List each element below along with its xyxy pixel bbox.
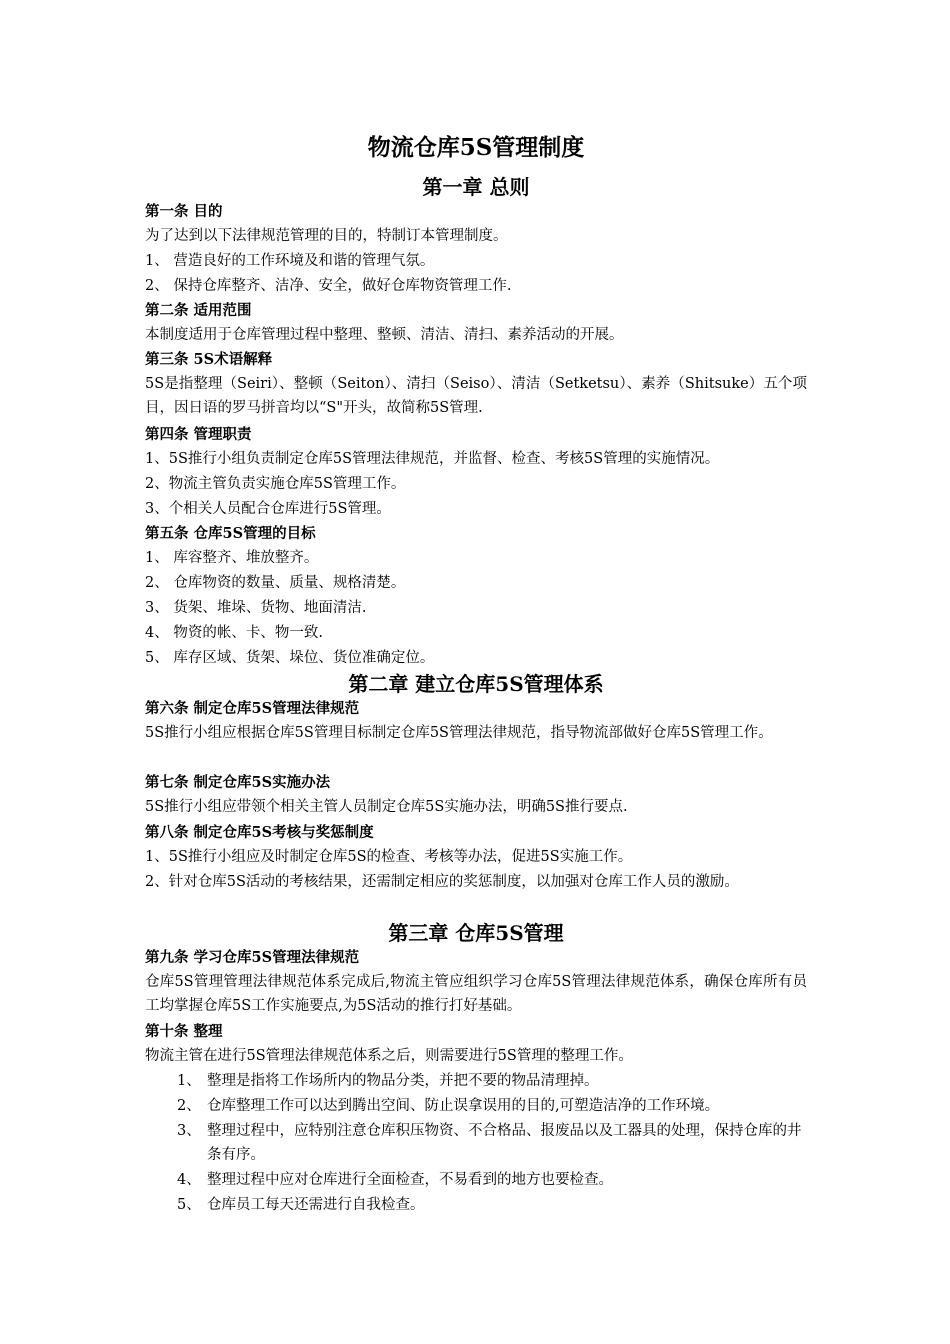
article-9-heading: 第九条 学习仓库5S管理法律规范 bbox=[145, 949, 360, 966]
article-10-paragraph: 物流主管在进行5S管理法律规范体系之后，则需要进行5S管理的整理工作。 bbox=[145, 1048, 633, 1064]
list-item-text: 仓库员工每天还需进行自我检查。 bbox=[207, 1197, 425, 1213]
article-1-paragraph: 为了达到以下法律规范管理的目的，特制订本管理制度。 bbox=[145, 228, 508, 244]
article-3-paragraph: 5S是指整理（Seiri）、整顿（Seiton）、清扫（Seiso）、清洁（Setketsu）、素养（Shitsuke）五个项目，因日语的罗马拼音均以“S"开头，故简称5S管理. bbox=[145, 376, 807, 416]
article-4-heading: 第四条 管理职责 bbox=[145, 426, 252, 443]
chapter-3-heading: 第三章 仓库5S管理 bbox=[388, 921, 564, 945]
article-10-heading: 第十条 整理 bbox=[145, 1023, 223, 1040]
article-7-paragraph: 5S推行小组应带领个相关主管人员制定仓库5S实施办法，明确5S推行要点. bbox=[145, 799, 628, 815]
article-4-item-2: 2、物流主管负责实施仓库5S管理工作。 bbox=[145, 476, 406, 492]
list-item-number: 3、 bbox=[177, 1123, 201, 1139]
list-item-text: 整理过程中，应特别注意仓库积压物资、不合格品、报废品以及工器具的处理，保持仓库的井条有序。 bbox=[207, 1123, 802, 1163]
chapter-1-heading: 第一章 总则 bbox=[422, 175, 530, 199]
list-item-text: 整理是指将工作场所内的物品分类，并把不要的物品清理掉。 bbox=[207, 1073, 599, 1089]
article-8-item-2: 2、针对仓库5S活动的考核结果，还需制定相应的奖惩制度，以加强对仓库工作人员的激励。 bbox=[145, 874, 739, 890]
article-6-heading: 第六条 制定仓库5S管理法律规范 bbox=[145, 700, 360, 717]
document-title: 物流仓库5S管理制度 bbox=[367, 134, 585, 161]
article-3-heading: 第三条 5S术语解释 bbox=[145, 351, 273, 368]
list-item-number: 4、 bbox=[177, 1172, 201, 1188]
article-5-item-2: 2、 仓库物资的数量、质量、规格清楚。 bbox=[145, 575, 406, 591]
article-2-paragraph: 本制度适用于仓库管理过程中整理、整顿、清洁、清扫、素养活动的开展。 bbox=[145, 327, 624, 343]
list-item bbox=[177, 1168, 807, 1192]
list-item-number: 1、 bbox=[177, 1073, 201, 1089]
list-item-number: 2、 bbox=[177, 1098, 201, 1114]
list-item bbox=[177, 1094, 807, 1118]
article-4-item-3: 3、个相关人员配合仓库进行5S管理。 bbox=[145, 501, 391, 517]
list-item-number: 5、 bbox=[177, 1197, 201, 1213]
list-item bbox=[177, 1193, 807, 1217]
article-1-heading: 第一条 目的 bbox=[145, 203, 223, 220]
article-6-paragraph: 5S推行小组应根据仓库5S管理目标制定仓库5S管理法律规范，指导物流部做好仓库5S管理工作。 bbox=[145, 725, 773, 741]
article-9-paragraph: 仓库5S管理管理法律规范体系完成后,物流主管应组织学习仓库5S管理法律规范体系，确保仓库所有员工均掌握仓库5S工作实施要点,为5S活动的推行打好基础。 bbox=[145, 974, 807, 1014]
article-2-heading: 第二条 适用范围 bbox=[145, 302, 252, 319]
article-5-item-1: 1、 库容整齐、堆放整齐。 bbox=[145, 550, 319, 566]
article-7-heading: 第七条 制定仓库5S实施办法 bbox=[145, 774, 331, 791]
list-item-text: 整理过程中应对仓库进行全面检查，不易看到的地方也要检查。 bbox=[207, 1172, 613, 1188]
article-1-item-1: 1、 营造良好的工作环境及和谐的管理气氛。 bbox=[145, 253, 435, 269]
article-5-heading: 第五条 仓库5S管理的目标 bbox=[145, 525, 316, 542]
article-5-item-5: 5、 库存区域、货架、垛位、货位准确定位。 bbox=[145, 650, 435, 666]
article-5-item-3: 3、 货架、堆垛、货物、地面清洁. bbox=[145, 600, 367, 616]
article-8-heading: 第八条 制定仓库5S考核与奖惩制度 bbox=[145, 824, 374, 841]
article-1-item-2: 2、 保持仓库整齐、洁净、安全，做好仓库物资管理工作. bbox=[145, 278, 512, 294]
article-4-item-1: 1、5S推行小组负责制定仓库5S管理法律规范，并监督、检查、考核5S管理的实施情况。 bbox=[145, 451, 720, 467]
list-item bbox=[177, 1069, 807, 1093]
article-8-item-1: 1、5S推行小组应及时制定仓库5S的检查、考核等办法，促进5S实施工作。 bbox=[145, 849, 633, 865]
article-5-item-4: 4、 物资的帐、卡、物一致. bbox=[145, 625, 323, 641]
list-item-text: 仓库整理工作可以达到腾出空间、防止误拿误用的目的,可塑造洁净的工作环境。 bbox=[207, 1098, 720, 1114]
chapter-2-heading: 第二章 建立仓库5S管理体系 bbox=[348, 672, 604, 696]
list-item bbox=[177, 1119, 807, 1167]
